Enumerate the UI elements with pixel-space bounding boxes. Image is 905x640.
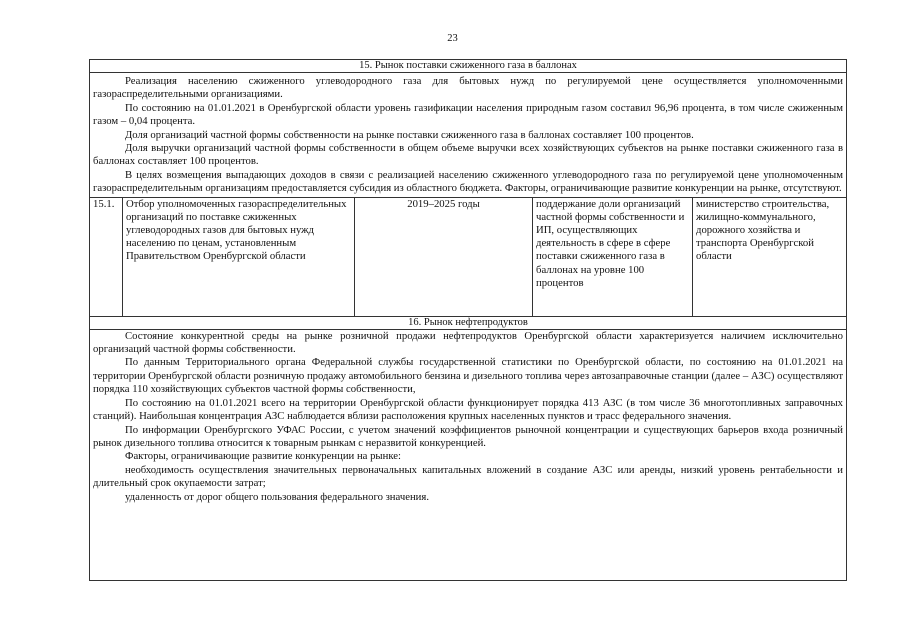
- section-16-paragraph: Факторы, ограничивающие развитие конкуренции на рынке:: [125, 450, 401, 463]
- section-15-heading: 15. Рынок поставки сжиженного газа в баллонах: [90, 60, 846, 73]
- section-16-paragraph: По состоянию на 01.01.2021 всего на территории Оренбургской области функционирует порядка 413 АЗС (в том числе 36 многотопливных заправочных станций). Наибольшая концентрация АЗС наблюдается вблизи расположения крупных населенных пунктов и трасс федерального значения.: [93, 396, 843, 423]
- section-16-paragraph: удаленность от дорог общего пользования федерального значения.: [125, 490, 429, 503]
- measure-row-15-1: [90, 197, 846, 317]
- document-table: [89, 59, 847, 581]
- responsible-cell: министерство строительства, жилищно-коммунального, дорожного хозяйства и транспорта Оренбургской области: [696, 197, 830, 263]
- section-16-heading: 16. Рынок нефтепродуктов: [90, 317, 846, 330]
- section-16-paragraph: Состояние конкурентной среды на рынке розничной продажи нефтепродуктов Оренбургской области характеризуется наличием исключительно организаций частной формы собственности.: [93, 329, 843, 356]
- row-number-cell: 15.1.: [90, 198, 123, 316]
- section-15-paragraph: По состоянию на 01.01.2021 в Оренбургской области уровень газификации населения природным газом составил 96,96 процента, в том числе сжиженным газом – 0,04 процента.: [93, 101, 843, 128]
- section-16-paragraph: По информации Оренбургского УФАС России, с учетом значений коэффициентов рыночной концентрации и существующих барьеров входа розничный рынок дизельного топлива относится к товарным рынкам с неразвитой конкуренцией.: [93, 423, 843, 449]
- section-16-body: [90, 330, 846, 504]
- page-number: 23: [447, 33, 458, 44]
- measure-cell: Отбор уполномоченных газораспределительных организаций по поставке сжиженных углеводородных газов для бытовых нужд населению по ценам, установленным Правительством Оренбургской области: [123, 198, 355, 316]
- section-15-paragraph: Реализация населению сжиженного углеводородного газа для бытовых нужд по регулируемой цене осуществляется уполномоченными газораспределительными организациями.: [93, 75, 843, 101]
- section-15-paragraph: В целях возмещения выпадающих доходов в связи с реализацией населению сжиженного углеводородного газа по регулируемой цене уполномоченным газораспределительным организациям предоставляется субсидия из областного бюджета. Факторы, ограничивающие развитие конкуренции на рынке, отсутствуют.: [93, 168, 843, 195]
- section-16-paragraph: По данным Территориального органа Федеральной службы государственной статистики по Оренбургской области, по состоянию на 01.01.2021 на территории Оренбургской области розничную продажу автомобильного бензина и дизельного топлива через автозаправочные станции (далее – АЗС) осуществляют порядка 110 хозяйствующих субъектов частной формы собственности,: [93, 356, 843, 396]
- result-cell: поддержание доли организаций частной формы собственности и ИП, осуществляющих деятельность в сфере в сфере поставки сжиженного газа в баллонах на уровне 100 процентов: [533, 198, 693, 316]
- section-15-paragraph: Доля выручки организаций частной формы собственности в общем объеме выручки всех хозяйствующих субъектов на рынке поставки сжиженного газа в баллонах составляет 100 процентов.: [93, 142, 843, 168]
- section-15-paragraph: Доля организаций частной формы собственности на рынке поставки сжиженного газа в баллонах составляет 100 процентов.: [125, 128, 694, 141]
- section-16-paragraph: необходимость осуществления значительных первоначальных капитальных вложений в создание АЗС или аренды, низкий уровень рентабельности и длительный срок окупаемости затрат;: [93, 463, 843, 490]
- section-16: [90, 317, 846, 504]
- period-cell: 2019–2025 годы: [355, 198, 533, 316]
- section-15-body: [90, 73, 846, 196]
